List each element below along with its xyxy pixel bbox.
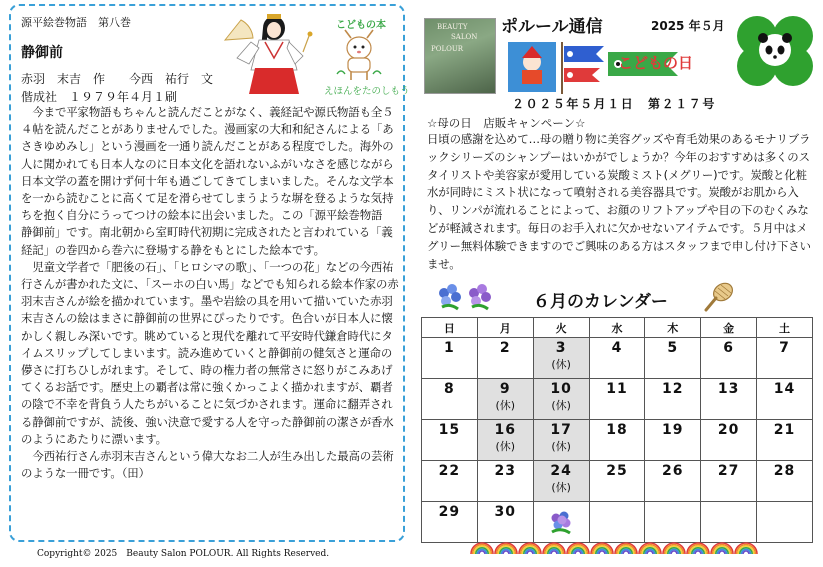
calendar-day-13 [701, 379, 757, 420]
series-label: 源平絵巻物語 第八巻 [21, 16, 131, 29]
calendar-day-number: 28 [773, 463, 796, 479]
calendar-day-number: 12 [662, 381, 684, 397]
calendar-day-21 [757, 420, 813, 461]
calendar-day-number: 16 [494, 422, 516, 438]
salon-sign-line-3: POLOUR [431, 45, 464, 53]
weekday-tue: 火 [533, 318, 589, 338]
weekday-wed: 水 [589, 318, 645, 338]
calendar-day-8 [422, 379, 478, 420]
calendar-day-18 [589, 420, 645, 461]
calendar-day-number: 15 [438, 422, 461, 438]
calendar-day-16 [477, 420, 533, 461]
calendar-day-6 [701, 338, 757, 379]
calendar-day-number: 10 [550, 381, 572, 397]
kodomo-no-hi-banner: こどもの日 [618, 54, 694, 72]
calendar-day-number: 18 [606, 422, 628, 438]
newsletter-title: ポルール通信 [501, 17, 603, 37]
calendar-day-19 [645, 420, 701, 461]
calendar-day-4 [589, 338, 645, 379]
calendar-day-number: 30 [494, 504, 516, 520]
closed-note: (休) [495, 399, 516, 412]
calendar-day-number: 26 [662, 463, 684, 479]
review-paragraph-3: 今西祐行さん赤羽末吉さんという偉大なお二人が生み出した最高の芸術のような一冊です。（田） [21, 449, 394, 481]
campaign-title: ☆母の日 店販キャンペーン☆ [427, 116, 586, 130]
brush-icon [702, 280, 736, 312]
calendar-day-22 [422, 461, 478, 502]
calendar-day-11 [589, 379, 645, 420]
review-paragraph-2: 児童文学者で「肥後の石」、「ヒロシマの歌」、「一つの花」などの今西祐行さんが書かれた文に、「スーホの白い馬」などでも知られる絵本作家の赤羽末吉さんが絵を描かれています。墨や岩絵の具を用いて描いていた赤羽末吉さんの絵はまさに静御前の世界にぴったりです。色合いが日本人に懐かしく親しみ深いです。眺めていると現代を離れて平安時代鎌倉時代にタイムスリップしてしまいます。読み進めていくと静御前の健気さと運命の儚さに打ちひしがれます。そして、時の権力者の無常さに怒りがこみあげてくるお話です。歴史上の覇者は常に強くかっこよく描かれますが、覇者の陰で不幸を背負う人たちがいることに気づかされます。運命に翻弄される静御前ですが、読後、強い決意で愛する人を守った静御前の潔さが香水のようにあたりに漂います。 [21, 259, 399, 446]
salon-sign-line-2: SALON [451, 33, 478, 41]
issue-line: ２０２５年５月１日 第２１７号 [512, 97, 717, 111]
calendar-day-7 [757, 338, 813, 379]
book-authors: 赤羽 末吉 作 今西 祐行 文 [21, 72, 214, 86]
calendar-day-12 [645, 379, 701, 420]
june-calendar [421, 317, 813, 543]
calendar-day-17 [533, 420, 589, 461]
calendar-day-24 [533, 461, 589, 502]
weekday-mon: 月 [477, 318, 533, 338]
closed-note: (休) [551, 358, 571, 371]
calendar-day-number: 11 [606, 381, 628, 397]
panda-clover-icon [733, 12, 817, 90]
calendar-day-15 [422, 420, 478, 461]
campaign-body: 日頃の感謝を込めて…母の贈り物に美容グッズや育毛効果のあるモナリブラックシリーズのシャンプーはいかがでしょうか？今年のおすすめは多くのスタイリストや美容家が愛用している炭酸ミスト(メグリー)です。炭酸と化粧水が同時にミスト状になって噴射される美容器具です。炭酸がお肌から入り、リンパが流れることによって、お顔のリフトアップや目の下のむくみなどが軽減されます。毎日のお手入れに欠かせないアイテムです。５月中はメグリー無料体験できますのでご興味のある方はスタッフまで申し付け下さいませ。 [427, 132, 811, 271]
calendar-day-number: 19 [662, 422, 684, 438]
salon-sign-line-1: BEAUTY [437, 23, 468, 31]
calendar-day-number: 6 [723, 340, 735, 356]
review-paragraph-1: 今まで平家物語もちゃんと読んだことがなく、義経記や源氏物語も全５４帖を読んだことがありませんでした。漫画家の大和和紀さんによる「あさきゆめみし」という漫画を一通り読んだことがある程度でした。海外の人に聞かれても日本人なのに日本文化を語れないふがいなさを感じながら日本文学の蓋を開けず何十年も過ごしてきてしまいました。そんな文学本を一から読むことに高くて足を滑らせてしまうような塀を登るような気持ちを抱く自分にうってつけの絵本に出会いました。この「源平絵巻物語 静御前」です。南北朝から室町時代初期に完成されたと言われている「義経記」の巻四から巻六に登場する静をもとにした絵本です。 [21, 105, 394, 257]
calendar-day-26 [645, 461, 701, 502]
closed-note: (休) [495, 440, 516, 453]
calendar-day-25 [589, 461, 645, 502]
calendar-body [422, 338, 813, 543]
calendar-day-number: 7 [779, 340, 790, 356]
calendar-day-14 [757, 379, 813, 420]
rainbow-icon [470, 532, 770, 556]
calendar-day-number: 27 [717, 463, 740, 479]
book-review-panel [9, 4, 410, 542]
calendar-day-number: 13 [717, 381, 740, 397]
calendar-day-number: 29 [438, 504, 461, 520]
calendar-week-row [422, 420, 813, 461]
closed-note: (休) [551, 399, 571, 412]
weekday-thu: 木 [645, 318, 701, 338]
calendar-day-20 [701, 420, 757, 461]
calendar-day-9 [477, 379, 533, 420]
calendar-day-number: 5 [667, 340, 679, 356]
book-title: 静御前 [21, 45, 63, 61]
calendar-day-number: 17 [550, 422, 572, 438]
calendar-day-28 [757, 461, 813, 502]
calendar-day-number: 14 [773, 381, 796, 397]
calendar-day-10 [533, 379, 589, 420]
calendar-week-row [422, 379, 813, 420]
enjoy-picture-books-label: えほんをたのしもう [324, 86, 410, 97]
calendar-day-29 [422, 502, 478, 543]
calendar-day-3 [533, 338, 589, 379]
calendar-title: ６月のカレンダー [533, 292, 668, 312]
deer-mascot-icon [331, 28, 387, 82]
hydrangea-icon [434, 281, 494, 313]
calendar-week-row [422, 338, 813, 379]
calendar-day-number: 1 [444, 340, 455, 356]
copyright-notice: Copyright© 2025 Beauty Salon POLOUR. All Rights Reserved. [37, 549, 330, 559]
kids-book-label: こどもの本 [336, 20, 386, 31]
weekday-sat: 土 [757, 318, 813, 338]
weekday-sun: 日 [422, 318, 478, 338]
calendar-day-number: 24 [550, 463, 572, 479]
calendar-day-1 [422, 338, 478, 379]
calendar-day-number: 22 [438, 463, 461, 479]
calendar-day-number: 4 [611, 340, 623, 356]
calendar-day-number: 23 [494, 463, 516, 479]
calendar-day-number: 3 [555, 340, 567, 356]
closed-note: (休) [551, 440, 571, 453]
calendar-day-23 [477, 461, 533, 502]
calendar-day-number: 21 [773, 422, 796, 438]
calendar-day-number: 20 [717, 422, 740, 438]
salon-photo [424, 18, 496, 94]
calendar-day-number: 25 [606, 463, 628, 479]
calendar-day-5 [645, 338, 701, 379]
calendar-day-2 [477, 338, 533, 379]
weekday-fri: 金 [701, 318, 757, 338]
calendar-day-number: 9 [499, 381, 511, 397]
book-publisher: 偕成社 １９７９年４月１刷 [21, 90, 178, 104]
calendar-day-number: 2 [499, 340, 511, 356]
calendar-day-27 [701, 461, 757, 502]
newsletter-date: 2025 年５月 [651, 19, 725, 33]
calendar-week-row [422, 461, 813, 502]
review-body [21, 104, 403, 482]
calendar-day-number: 8 [444, 381, 455, 397]
closed-note: (休) [551, 481, 571, 494]
calendar-weekday-row [422, 318, 813, 338]
